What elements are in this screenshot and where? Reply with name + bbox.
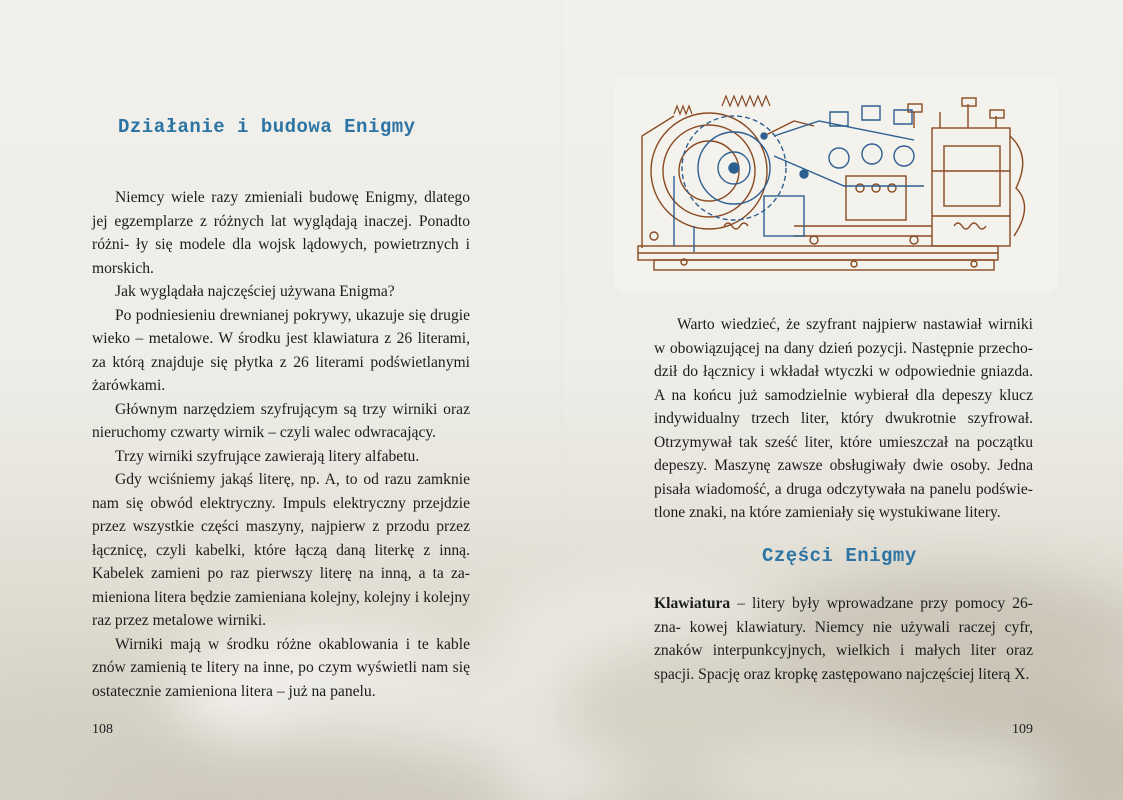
- paragraph: Warto wiedzieć, że szyfrant najpierw nastawiał wirniki w obowiązującej na dany dzień pozycji. Następnie przecho- dził do łącznicy i wkładał wtyczki w odpowiednie gniazda. A na końcu już samodzielnie wybierał dla depeszy klucz indywidualny trzech liter, który dwukrotnie szyfrował. Otrzymywał tak sześć liter, które umieszczał na początku depeszy. Maszynę zawsze obsługiwały dwie osoby. Jedna pisała wiadomość, a druga odczytywała na panelu podświe- tlone znaki, na które zamieniały się wystukiwane litery.: [654, 316, 1033, 521]
- right-body-text: [654, 313, 1033, 525]
- section-heading: Części Enigmy: [762, 545, 917, 567]
- paragraph: Niemcy wiele razy zmieniali budowę Enigmy, dlatego jej egzemplarze z różnych lat wyglądają inaczej. Ponadto różni- ły się modele dla wojsk lądowych, powietrznych i morskich.: [92, 189, 470, 277]
- paragraph: Wirniki mają w środku różne okablowania i te kable znów zamienią te litery na inne, po czym wyświetli nam się ostatecznie zamieniona litera – już na panelu.: [92, 635, 470, 700]
- paragraph: Klawiatura – litery były wprowadzane przy pomocy 26-zna- kowej klawiatury. Niemcy nie używali raczej cyfr, znaków interpunkcyjnych, wielkich i małych liter oraz spacji. Spację oraz kropkę zastępowano najczęściej literą X.: [654, 595, 1033, 683]
- enigma-schematic: [614, 76, 1058, 292]
- term-label: Klawiatura: [654, 595, 731, 612]
- paragraph: Jak wyglądała najczęściej używana Enigma?: [115, 283, 395, 300]
- paragraph: Gdy wciśniemy jakąś literę, np. A, to od razu zamknie nam się obwód elektryczny. Impuls elektryczny przejdzie przez wszystkie części maszyny, najpierw z przodu przez łącznicę, czyli kabelki, które łączą daną literkę z inną. Kabelek zamieni po raz pierwszy literę na inną, a ta za- mieniona litera będzie zamieniana kolejny, kolejny i kolejny raz przez metalowe wirniki.: [92, 471, 470, 629]
- page-number: 108: [92, 722, 113, 737]
- paragraph: Głównym narzędziem szyfrującym są trzy wirniki oraz nieruchomy czwarty wirnik – czyli walec odwracający.: [92, 400, 470, 441]
- keyboard-description: [654, 592, 1033, 686]
- page-number: 109: [1012, 722, 1033, 737]
- paragraph: Po podniesieniu drewnianej pokrywy, ukazuje się drugie wieko – metalowe. W środku jest klawiatura z 26 literami, za którą znajduje się płytka z 26 literami podświetlanymi żarówkami.: [92, 306, 470, 394]
- left-body-text: [92, 186, 470, 703]
- right-page: [562, 0, 1123, 800]
- paragraph: Trzy wirniki szyfrujące zawierają litery alfabetu.: [115, 447, 420, 465]
- section-heading: Działanie i budowa Enigmy: [118, 116, 416, 138]
- left-page: [0, 0, 561, 800]
